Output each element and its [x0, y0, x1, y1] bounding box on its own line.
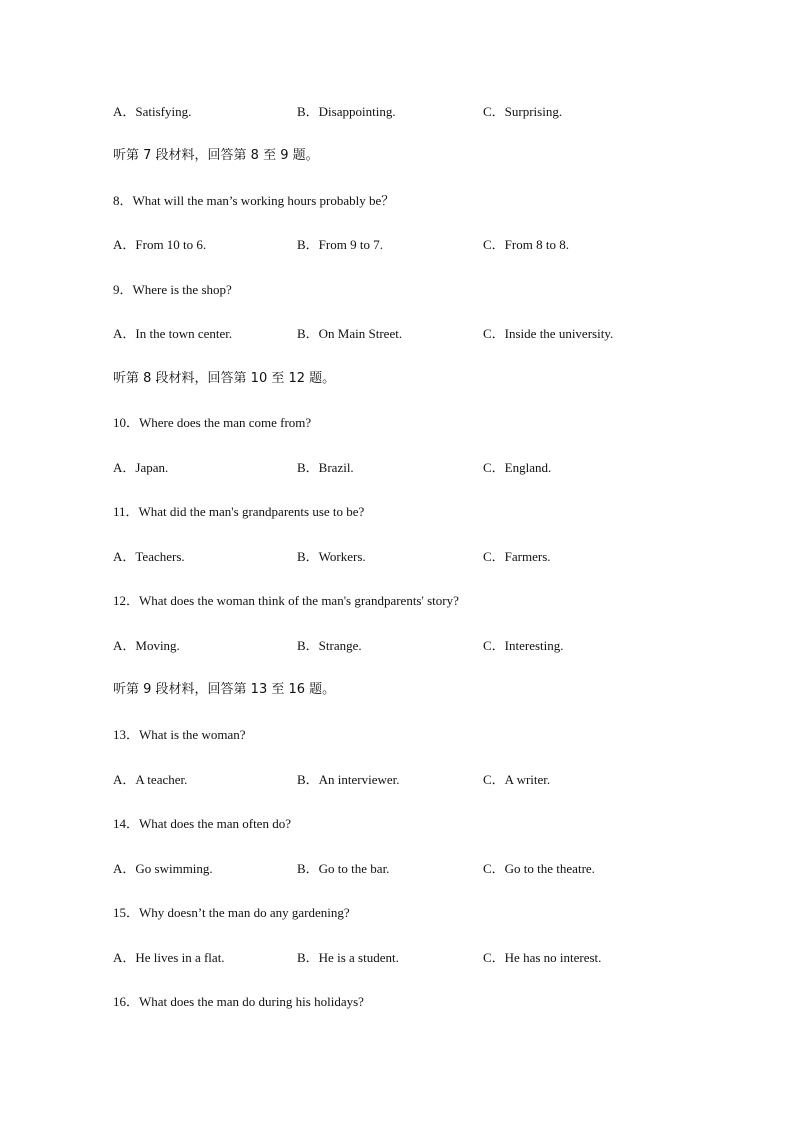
- question-10: 10．Where does the man come from?: [113, 415, 312, 430]
- option-a: A．Go swimming.: [113, 861, 213, 876]
- option-b: B．Strange.: [297, 638, 362, 653]
- option-a: A．From 10 to 6.: [113, 237, 207, 252]
- option-a: A．He lives in a flat.: [113, 950, 225, 965]
- section-heading: 听第 8 段材料，回答第 10 至 12 题。: [113, 371, 336, 386]
- option-a: A．Moving.: [113, 638, 180, 653]
- option-b: B．From 9 to 7.: [297, 237, 383, 252]
- option-c: C．Surprising.: [483, 104, 563, 119]
- section-heading: 听第 9 段材料，回答第 13 至 16 题。: [113, 682, 336, 697]
- option-b: B．An interviewer.: [297, 772, 400, 787]
- question-9: 9．Where is the shop?: [113, 282, 232, 297]
- question-12: 12．What does the woman think of the man's grandparents' story?: [113, 593, 459, 608]
- option-c: C．Interesting.: [483, 638, 564, 653]
- question-16: 16．What does the man do during his holidays?: [113, 994, 364, 1009]
- option-a: A．Japan.: [113, 460, 169, 475]
- option-c: C．He has no interest.: [483, 950, 602, 965]
- section-heading: 听第 7 段材料，回答第 8 至 9 题。: [113, 148, 319, 163]
- option-b: B．He is a student.: [297, 950, 399, 965]
- question-15: 15．Why doesn’t the man do any gardening?: [113, 905, 350, 920]
- option-a: A．A teacher.: [113, 772, 188, 787]
- option-b: B．Go to the bar.: [297, 861, 390, 876]
- question-11: 11．What did the man's grandparents use to be?: [113, 504, 365, 519]
- question-8: 8．What will the man’s working hours probably be？: [113, 193, 395, 208]
- option-b: B．Brazil.: [297, 460, 354, 475]
- option-c: C．England.: [483, 460, 552, 475]
- question-14: 14．What does the man often do?: [113, 816, 291, 831]
- option-a: A．Satisfying.: [113, 104, 192, 119]
- option-a: A．In the town center.: [113, 326, 233, 341]
- option-b: B．Workers.: [297, 549, 366, 564]
- option-c: C．Go to the theatre.: [483, 861, 595, 876]
- option-b: B．Disappointing.: [297, 104, 396, 119]
- option-a: A．Teachers.: [113, 549, 185, 564]
- option-c: C．A writer.: [483, 772, 551, 787]
- option-c: C．Farmers.: [483, 549, 551, 564]
- option-b: B．On Main Street.: [297, 326, 403, 341]
- option-c: C．From 8 to 8.: [483, 237, 569, 252]
- question-13: 13．What is the woman?: [113, 727, 246, 742]
- option-c: C．Inside the university.: [483, 326, 614, 341]
